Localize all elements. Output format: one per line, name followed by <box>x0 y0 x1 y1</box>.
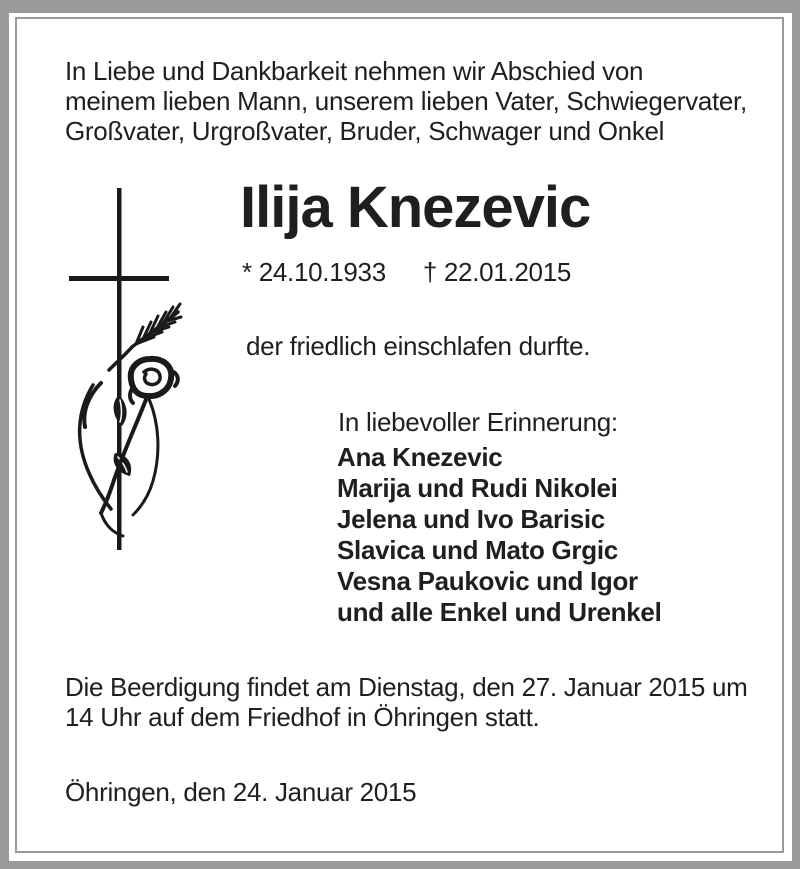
obituary-page <box>9 13 792 861</box>
rose-icon <box>130 359 178 403</box>
rose-leaves <box>114 395 132 476</box>
mourner-line: Ana Knezevic <box>337 442 503 472</box>
intro-line: In Liebe und Dankbarkeit nehmen wir Abschied von <box>65 56 644 86</box>
cross-rose-wheat-illustration <box>49 173 209 573</box>
mourner-line: und alle Enkel und Urenkel <box>337 597 662 627</box>
birth-date: * 24.10.1933 <box>242 257 386 287</box>
death-date: † 22.01.2015 <box>422 257 572 287</box>
intro-line: Großvater, Urgroßvater, Bruder, Schwager und Onkel <box>65 116 665 146</box>
farewell-line: der friedlich einschlafen durfte. <box>246 331 591 361</box>
remembrance-heading: In liebevoller Erinnerung: <box>338 407 618 437</box>
life-dates <box>242 257 571 287</box>
intro-line: meinem lieben Mann, unserem lieben Vater, Schwiegervater, <box>65 86 747 116</box>
funeral-info <box>65 672 747 732</box>
mourner-line: Vesna Paukovic und Igor <box>337 566 638 596</box>
funeral-line: Die Beerdigung findet am Dienstag, den 27. Januar 2015 um <box>65 672 748 702</box>
place-dateline: Öhringen, den 24. Januar 2015 <box>65 777 417 807</box>
funeral-line: 14 Uhr auf dem Friedhof in Öhringen statt. <box>65 702 540 732</box>
deceased-name: Ilija Knezevic <box>240 175 591 240</box>
mourner-line: Jelena und Ivo Barisic <box>337 504 605 534</box>
mourner-line: Marija und Rudi Nikolei <box>337 473 618 503</box>
mourner-line: Slavica und Mato Grgic <box>337 535 618 565</box>
intro-paragraph <box>65 56 747 146</box>
mourners-list <box>337 442 662 628</box>
